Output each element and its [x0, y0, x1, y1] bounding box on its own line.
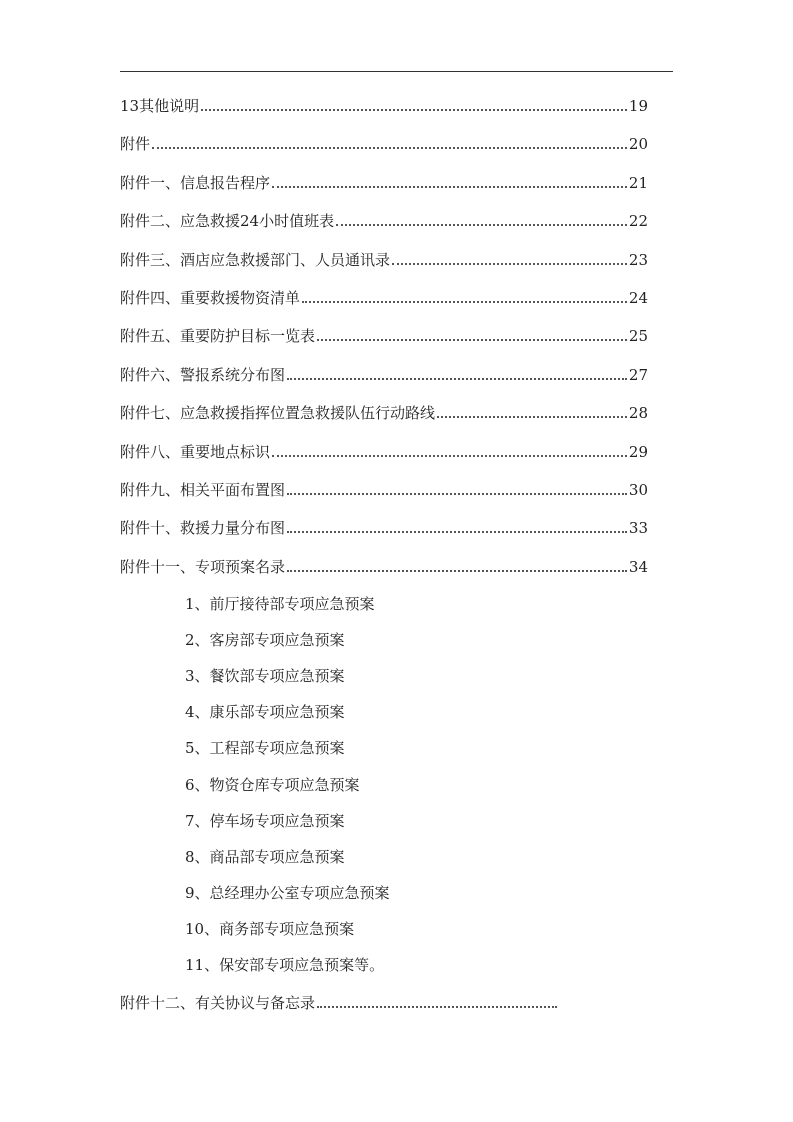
dot-leader	[272, 455, 627, 457]
toc-entry[interactable]	[120, 326, 648, 346]
sub-plan-item: 10、商务部专项应急预案	[185, 919, 355, 938]
toc-entry[interactable]	[120, 403, 648, 423]
toc-entry-title: 附件三、酒店应急救援部门、人员通讯录	[120, 250, 391, 269]
toc-entry-title: 附件九、相关平面布置图	[120, 481, 286, 499]
dot-leader	[152, 147, 627, 149]
sub-plan-item: 11、保安部专项应急预案等。	[185, 956, 385, 974]
toc-entry[interactable]	[120, 365, 648, 385]
dot-leader	[317, 1006, 557, 1008]
toc-entry[interactable]	[120, 211, 648, 231]
toc-entry-title: 13其他说明	[120, 97, 200, 115]
sub-plan-item: 9、总经理办公室专项应急预案	[185, 883, 390, 902]
toc-entry-title: 附件四、重要救援物资清单	[120, 289, 301, 307]
toc-entry-title: 附件十、救援力量分布图	[120, 519, 286, 538]
dot-leader	[287, 570, 627, 572]
toc-entry-page: 19	[628, 97, 648, 115]
toc-entry-last[interactable]	[120, 993, 559, 1013]
toc-entry[interactable]	[120, 480, 648, 500]
toc-entry-title: 附件十二、有关协议与备忘录	[120, 994, 316, 1012]
toc-entry-title: 附件五、重要防护目标一览表	[120, 327, 316, 346]
sub-plan-item: 7、停车场专项应急预案	[185, 811, 345, 830]
toc-entry-title: 附件七、应急救援指挥位置急救援队伍行动路线	[120, 404, 436, 423]
toc-entry[interactable]	[120, 134, 648, 154]
toc-entry-page: 33	[628, 519, 648, 538]
toc-entry-title: 附件六、警报系统分布图	[120, 365, 286, 384]
sub-plan-item: 4、康乐部专项应急预案	[185, 703, 345, 722]
toc-entry-title: 附件十一、专项预案名录	[120, 557, 286, 576]
toc-entry-page: 29	[628, 442, 648, 461]
toc-entry[interactable]	[120, 173, 648, 193]
toc-entry-title: 附件二、应急救援24小时值班表	[120, 212, 335, 231]
toc-entry[interactable]	[120, 557, 648, 577]
toc-entry-page: 24	[628, 289, 648, 307]
sub-plan-item: 2、客房部专项应急预案	[185, 631, 345, 650]
toc-entry[interactable]	[120, 96, 648, 116]
sub-plan-item: 5、工程部专项应急预案	[185, 739, 345, 758]
toc-entry[interactable]	[120, 442, 648, 462]
toc-entry-page: 23	[628, 250, 648, 269]
dot-leader	[287, 378, 627, 380]
toc-entry[interactable]	[120, 288, 648, 308]
sub-plan-item: 3、餐饮部专项应急预案	[185, 667, 345, 686]
toc-entry-page: 25	[628, 327, 648, 346]
dot-leader	[287, 493, 627, 495]
toc-entry-page: 27	[628, 365, 648, 384]
dot-leader	[272, 186, 627, 188]
dot-leader	[336, 224, 627, 226]
sub-plan-item: 8、商品部专项应急预案	[185, 847, 345, 866]
toc-entry-page: 21	[628, 173, 648, 192]
toc-entry-title: 附件八、重要地点标识	[120, 442, 271, 461]
dot-leader	[201, 109, 627, 111]
sub-plan-item: 1、前厅接待部专项应急预案	[185, 595, 375, 613]
dot-leader	[287, 531, 627, 533]
toc-entry-title: 附件一、信息报告程序	[120, 173, 271, 192]
table-of-contents	[120, 0, 648, 1122]
toc-entry-page: 28	[628, 404, 648, 423]
toc-entry-page: 30	[628, 481, 648, 499]
toc-entry[interactable]	[120, 250, 648, 270]
toc-entry-page: 34	[628, 557, 648, 576]
toc-entry[interactable]	[120, 518, 648, 538]
toc-entry-page: 22	[628, 212, 648, 231]
toc-entry-title: 附件	[120, 135, 151, 154]
dot-leader	[437, 416, 627, 418]
sub-plan-item: 6、物资仓库专项应急预案	[185, 775, 360, 794]
dot-leader	[302, 301, 627, 303]
toc-entry-page: 20	[628, 135, 648, 154]
dot-leader	[392, 263, 627, 265]
dot-leader	[317, 339, 627, 341]
